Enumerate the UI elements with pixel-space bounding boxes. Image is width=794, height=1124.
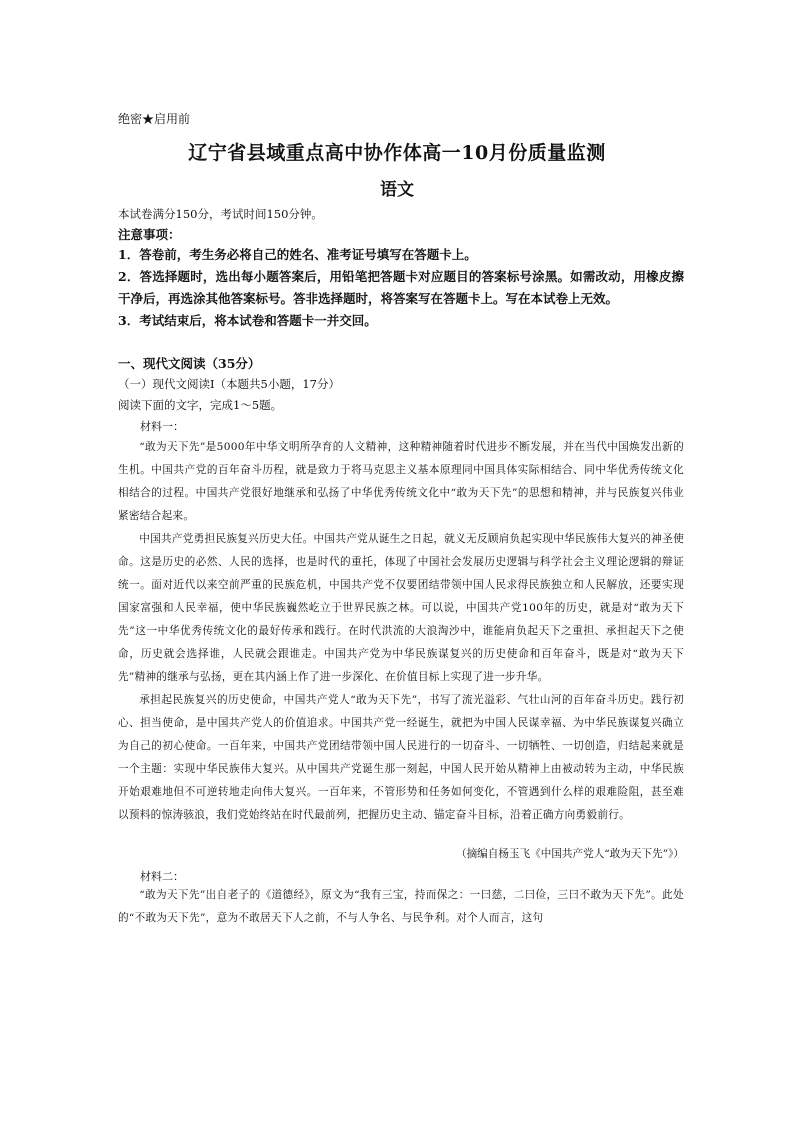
material-source: （摘编自杨玉飞《中国共产党人“敢为天下先”》） bbox=[456, 848, 684, 860]
exam-title: 辽宁省县域重点高中协作体高一10月份质量监测 bbox=[188, 142, 606, 164]
material-one bbox=[118, 436, 684, 827]
notice-item: 3．考试结束后，将本试卷和答题卡一并交回。 bbox=[118, 313, 377, 328]
reading-instruction: 阅读下面的文字，完成1～5题。 bbox=[118, 398, 283, 412]
material-label: 材料二： bbox=[140, 870, 184, 883]
notice-heading: 注意事项： bbox=[118, 227, 181, 242]
section-title: 一、现代文阅读（35分） bbox=[118, 356, 261, 371]
material-label: 材料一： bbox=[140, 420, 184, 433]
paragraph: 承担起民族复兴的历史使命，中国共产党人“敢为天下先”，书写了流光溢彩、气壮山河的百年奋斗历史。践行初心、担当使命，是中国共产党人的价值追求。中国共产党一经诞生，就把为中国人民谋幸福、为中华民族谋复兴确立为自己的初心使命。一百年来，中国共产党团结带领中国人民进行的一切奋斗、一切牺牲、一切创造，归结起来就是一个主题：实现中华民族伟大复兴。从中国共产党诞生那一刻起，中国人民开始从精神上由被动转为主动，中华民族开始艰难地但不可逆转地走向伟大复兴。一百年来，不管形势和任务如何变化，不管遇到什么样的艰难险阻，甚至难以预料的惊涛骇浪，我们党始终站在时代最前列，把握历史主动、锚定奋斗目标，沿着正确方向勇毅前行。 bbox=[118, 694, 684, 821]
notice-list bbox=[118, 244, 684, 332]
subject-title: 语文 bbox=[380, 180, 414, 200]
material-two bbox=[118, 884, 684, 930]
paragraph: 中国共产党勇担民族复兴历史大任。中国共产党从诞生之日起，就义无反顾肩负起实现中华民族伟大复兴的神圣使命。这是历史的必然、人民的选择，也是时代的重托，体现了中国社会发展历史逻辑与科学社会主义理论逻辑的辩证统一。面对近代以来空前严重的民族危机，中国共产党不仅要团结带领中国人民求得民族独立和人民解放，还要实现国家富强和人民幸福，使中华民族巍然屹立于世界民族之林。可以说，中国共产党100年的历史，就是对“敢为天下先”这一中华优秀传统文化的最好传承和践行。在时代洪流的大浪淘沙中，谁能肩负起天下之重担、承担起天下之使命，历史就会选择谁，人民就会跟谁走。中国共产党为中华民族谋复兴的历史使命和百年奋斗，既是对“敢为天下先”精神的继承与弘扬，更在其内涵上作了进一步深化、在价值目标上实现了进一步升华。 bbox=[118, 533, 684, 683]
paragraph: “敢为天下先”出自老子的《道德经》，原文为“我有三宝，持而保之：一曰慈，二曰俭，三曰不敢为天下先”。此处的“不敢为天下先”，意为不敢居天下人之前，不与人争名、与民争利。对个人而言，这句 bbox=[118, 889, 684, 924]
subsection-title: （一）现代文阅读Ⅰ（本题共5小题，17分） bbox=[118, 377, 340, 391]
confidential-mark: 绝密★启用前 bbox=[118, 112, 191, 126]
notice-item: 1．答卷前，考生务必将自己的姓名、准考证号填写在答题卡上。 bbox=[118, 247, 477, 262]
exam-intro: 本试卷满分150分，考试时间150分钟。 bbox=[118, 207, 323, 221]
notice-item: 2．答选择题时，选出每小题答案后，用铅笔把答题卡对应题目的答案标号涂黑。如需改动，用橡皮擦干净后，再选涂其他答案标号。答非选择题时，将答案写在答题卡上。写在本试卷上无效。 bbox=[118, 269, 684, 306]
paragraph: “敢为天下先”是5000年中华文明所孕育的人文精神，这种精神随着时代进步不断发展，并在当代中国焕发出新的生机。中国共产党的百年奋斗历程，就是致力于将马克思主义基本原理同中国具体实际相结合、同中华优秀传统文化相结合的过程。中国共产党很好地继承和弘扬了中华优秀传统文化中“敢为天下先”的思想和精神，并与民族复兴伟业紧密结合起来。 bbox=[118, 441, 684, 522]
